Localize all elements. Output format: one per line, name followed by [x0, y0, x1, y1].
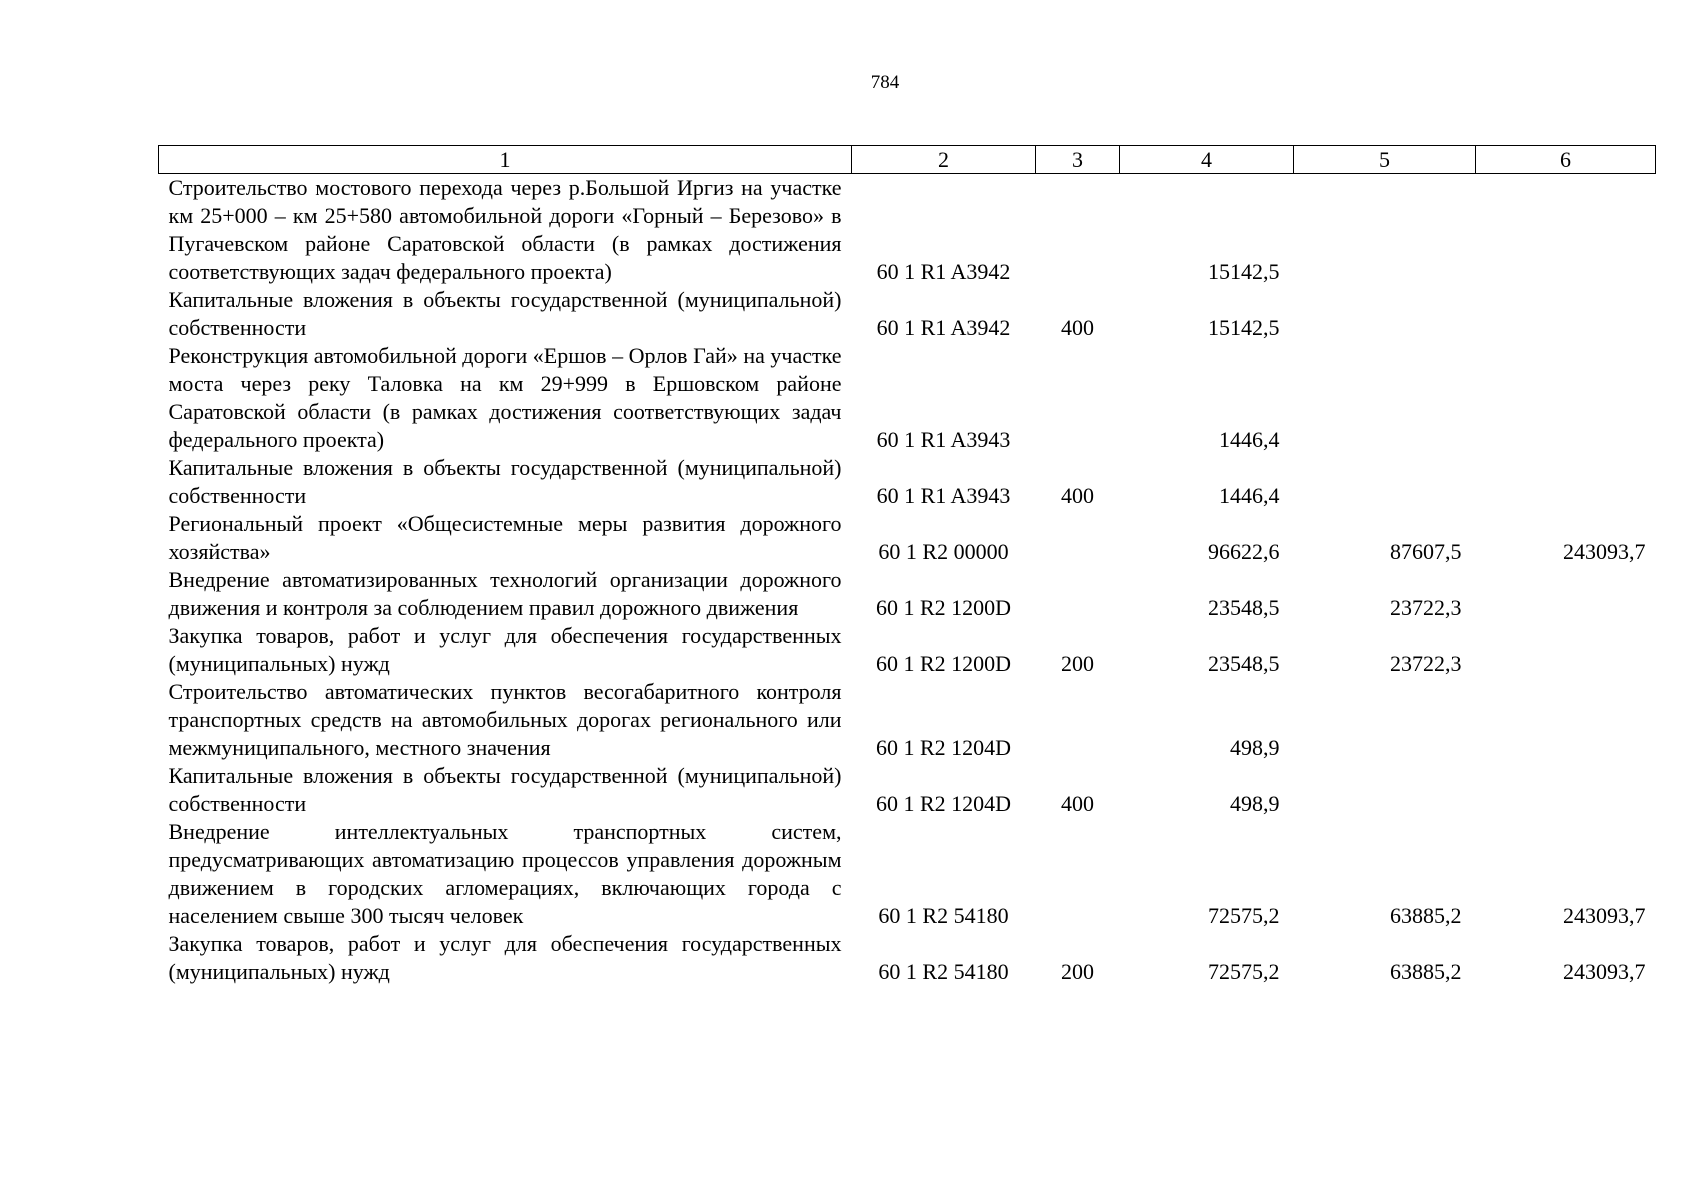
page-number: 784: [870, 72, 900, 93]
row-value-col4: 15142,5: [1208, 315, 1280, 340]
table-row: [159, 454, 1656, 510]
row-value-col6: [1476, 454, 1656, 510]
header-col-3: 3: [1036, 146, 1120, 174]
row-value-col5: [1294, 454, 1476, 510]
row-value-col5: 23722,3: [1390, 651, 1462, 676]
row-name: Внедрение автоматизированных технологий организации дорожного движения и контроля за соблюдением правил дорожного движения: [168, 567, 842, 620]
row-value-col6: [1476, 622, 1656, 678]
row-value-col4: 1446,4: [1219, 427, 1280, 452]
row-name: Закупка товаров, работ и услуг для обеспечения государственных (муниципальных) нужд: [168, 931, 842, 984]
table-header: [159, 146, 1656, 174]
table-row: [159, 762, 1656, 818]
row-name: Реконструкция автомобильной дороги «Ершов – Орлов Гай» на участке моста через реку Таловка на км 29+999 в Ершовском районе Саратовской области (в рамках достижения соответствующих задач федерального проекта): [168, 343, 842, 452]
row-code: 60 1 R2 1204D: [875, 791, 1012, 816]
header-col-6: 6: [1476, 146, 1656, 174]
row-value-col5: 23722,3: [1390, 595, 1462, 620]
row-code: 60 1 R2 1204D: [875, 735, 1012, 760]
table-row: [159, 566, 1656, 622]
row-value-col6: [1476, 566, 1656, 622]
row-code: 60 1 R2 1200D: [875, 651, 1012, 676]
row-expense-type: [1036, 818, 1120, 930]
row-value-col6: 243093,7: [1563, 959, 1646, 984]
table-row: [159, 930, 1656, 986]
row-value-col4: 23548,5: [1208, 651, 1280, 676]
row-value-col6: [1476, 342, 1656, 454]
row-value-col6: 243093,7: [1563, 903, 1646, 928]
table-row: [159, 174, 1656, 287]
row-code: 60 1 R2 1200D: [875, 595, 1012, 620]
row-expense-type: 400: [1061, 315, 1094, 340]
header-col-2: 2: [852, 146, 1036, 174]
row-value-col4: 72575,2: [1208, 903, 1280, 928]
row-value-col6: [1476, 286, 1656, 342]
row-value-col6: [1476, 762, 1656, 818]
table-body: [159, 174, 1656, 987]
row-name: Региональный проект «Общесистемные меры развития дорожного хозяйства»: [168, 511, 842, 564]
row-code: 60 1 R2 00000: [878, 539, 1009, 564]
row-name: Строительство автоматических пунктов весогабаритного контроля транспортных средств на автомобильных дорогах регионального или межмуниципального, местного значения: [168, 679, 842, 760]
row-code: 60 1 R2 54180: [878, 903, 1009, 928]
row-expense-type: [1036, 174, 1120, 287]
row-expense-type: [1036, 342, 1120, 454]
row-value-col4: 96622,6: [1208, 539, 1280, 564]
row-name: Внедрение интеллектуальных транспортных систем, предусматривающих автоматизацию процессов управления дорожным движением в городских агломерациях, включающих города с населением свыше 300 тысяч человек: [168, 819, 842, 928]
row-value-col4: 23548,5: [1208, 595, 1280, 620]
table-row: [159, 286, 1656, 342]
budget-table: [158, 145, 1656, 986]
row-expense-type: 400: [1061, 791, 1094, 816]
row-code: 60 1 R1 A3943: [876, 483, 1011, 508]
table-row: [159, 818, 1656, 930]
row-value-col5: [1294, 678, 1476, 762]
row-value-col6: 243093,7: [1563, 539, 1646, 564]
row-expense-type: 200: [1061, 651, 1094, 676]
table-row: [159, 622, 1656, 678]
row-code: 60 1 R1 A3942: [876, 315, 1011, 340]
row-expense-type: 200: [1061, 959, 1094, 984]
row-value-col5: [1294, 286, 1476, 342]
row-value-col4: 72575,2: [1208, 959, 1280, 984]
header-col-4: 4: [1120, 146, 1294, 174]
table-row: [159, 342, 1656, 454]
row-value-col4: 498,9: [1230, 735, 1280, 760]
row-expense-type: [1036, 510, 1120, 566]
row-value-col5: 63885,2: [1390, 903, 1462, 928]
row-value-col4: 498,9: [1230, 791, 1280, 816]
row-value-col5: [1294, 174, 1476, 287]
row-name: Капитальные вложения в объекты государственной (муниципальной) собственности: [168, 287, 842, 340]
row-value-col4: 1446,4: [1219, 483, 1280, 508]
row-expense-type: [1036, 678, 1120, 762]
row-code: 60 1 R1 A3942: [876, 259, 1011, 284]
row-value-col4: 15142,5: [1208, 259, 1280, 284]
row-code: 60 1 R2 54180: [878, 959, 1009, 984]
table-row: [159, 510, 1656, 566]
row-name: Закупка товаров, работ и услуг для обеспечения государственных (муниципальных) нужд: [168, 623, 842, 676]
header-col-5: 5: [1294, 146, 1476, 174]
header-col-1: 1: [159, 146, 852, 174]
row-value-col5: [1294, 342, 1476, 454]
row-value-col5: [1294, 762, 1476, 818]
row-value-col5: 87607,5: [1390, 539, 1462, 564]
row-name: Строительство мостового перехода через р.Большой Иргиз на участке км 25+000 – км 25+580 автомобильной дороги «Горный – Березово» в Пугачевском районе Саратовской области (в рамках достижения соответствующих задач федерального проекта): [168, 175, 842, 284]
row-expense-type: [1036, 566, 1120, 622]
row-expense-type: 400: [1061, 483, 1094, 508]
row-name: Капитальные вложения в объекты государственной (муниципальной) собственности: [168, 455, 842, 508]
table-row: [159, 678, 1656, 762]
row-value-col5: 63885,2: [1390, 959, 1462, 984]
row-code: 60 1 R1 A3943: [876, 427, 1011, 452]
row-value-col6: [1476, 174, 1656, 287]
row-value-col6: [1476, 678, 1656, 762]
row-name: Капитальные вложения в объекты государственной (муниципальной) собственности: [168, 763, 842, 816]
